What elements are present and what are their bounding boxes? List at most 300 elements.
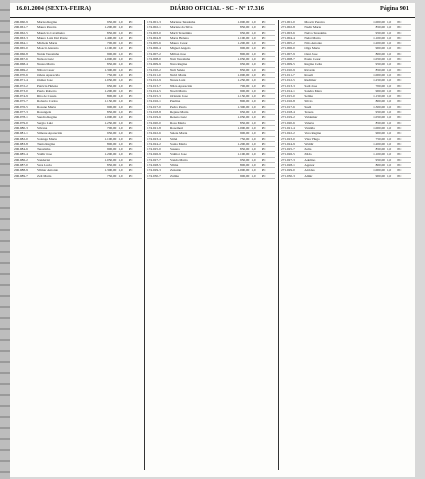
table-cell: 850,00 xyxy=(240,67,250,72)
table-cell: 271.029-0 xyxy=(281,168,295,173)
table-cell: 1,0 xyxy=(386,173,392,178)
table-cell: 1.150,00 xyxy=(104,99,117,104)
table-cell: Sandra Mara xyxy=(304,88,322,93)
table-cell: Vanderlei xyxy=(37,157,51,162)
table-cell: Osmar Jose xyxy=(37,78,53,83)
table-cell: 206.983-8 xyxy=(14,141,28,146)
table-cell: Nadir Maria xyxy=(304,25,322,30)
table-cell: 1,0 xyxy=(386,157,392,162)
table-cell: 1,0 xyxy=(386,94,392,99)
table-cell: 271.012-5 xyxy=(281,78,295,83)
table-cell: 1.300,00 xyxy=(237,104,250,109)
table-cell: PC xyxy=(397,110,402,115)
table-cell: 1,0 xyxy=(118,157,123,162)
column-right xyxy=(281,20,411,470)
table-cell: PC xyxy=(397,131,402,136)
table-cell: PC xyxy=(261,46,266,51)
table-cell: Tereza xyxy=(304,110,314,115)
table-cell: 1.100,00 xyxy=(237,152,250,157)
table-cell: Waldir xyxy=(304,141,314,146)
table-cell: 174.009-9 xyxy=(147,62,161,67)
table-cell: 206.976-5 xyxy=(14,104,28,109)
table-cell: PC xyxy=(128,46,133,51)
page-header xyxy=(10,3,415,18)
table-cell: 271.005-2 xyxy=(281,41,295,46)
column-left xyxy=(14,20,142,470)
table-cell: PC xyxy=(397,136,402,141)
table-cell: 174.023-4 xyxy=(147,136,161,141)
table-cell: PC xyxy=(397,173,402,178)
table-cell: Nair Terezinha xyxy=(170,57,191,62)
table-cell: 174.020-0 xyxy=(147,120,161,125)
table-cell: 271.030-3 xyxy=(281,173,295,178)
table-cell: Vilma xyxy=(170,163,179,168)
table-cell: PC xyxy=(261,35,266,40)
table-cell: 206.962-5 xyxy=(14,30,28,35)
table-cell: 1,0 xyxy=(118,120,123,125)
table-cell: 1,0 xyxy=(118,67,123,72)
table-cell: PC xyxy=(261,20,266,24)
table-cell: 1,0 xyxy=(386,104,392,109)
table-cell: PC xyxy=(128,173,133,178)
table-cell: PC xyxy=(128,157,133,162)
table-cell: 206.961-7 xyxy=(14,25,28,30)
table-cell: 1.250,00 xyxy=(237,78,250,83)
table-cell: 271.016-8 xyxy=(281,99,295,104)
table-cell: 206.977-3 xyxy=(14,110,28,115)
table-cell: Adelino xyxy=(304,157,316,162)
table-cell: Vanda Maria xyxy=(170,157,188,162)
column-divider xyxy=(144,20,145,470)
table-cell: PC xyxy=(128,136,133,141)
table-cell: Valmor Jose xyxy=(170,152,187,157)
table-cell: Paulina xyxy=(170,99,181,104)
table-cell: 174.017-0 xyxy=(147,104,161,109)
table-cell: PC xyxy=(261,51,266,56)
table-cell: 1,0 xyxy=(251,168,256,173)
table-cell: 206.985-4 xyxy=(14,152,28,157)
table-cell: 271.003-6 xyxy=(281,30,295,35)
table-cell: PC xyxy=(128,62,133,67)
table-cell: 1.100,00 xyxy=(373,35,385,40)
table-cell: PC xyxy=(261,115,266,120)
table-cell: 950,00 xyxy=(107,131,117,136)
table-cell: Nelsi Maria xyxy=(304,35,321,40)
table-cell: 1,0 xyxy=(386,25,392,30)
table-cell: PC xyxy=(261,30,266,35)
table-cell: 1,0 xyxy=(386,110,392,115)
table-cell: Simone Aparecida xyxy=(37,131,62,136)
table-cell: PC xyxy=(397,168,402,173)
document-page xyxy=(10,3,415,477)
table-cell: 850,00 xyxy=(375,120,385,125)
table-cell: 1,0 xyxy=(386,30,392,35)
table-cell: 1,0 xyxy=(251,136,256,141)
table-cell: 174.016-1 xyxy=(147,99,161,104)
table-cell: PC xyxy=(261,83,266,88)
table-cell: PC xyxy=(128,110,133,115)
table-cell: PC xyxy=(128,94,133,99)
table-cell: Roseli xyxy=(304,72,314,77)
table-cell: PC xyxy=(397,67,402,72)
table-cell: PC xyxy=(261,104,266,109)
table-cell: 206.968-4 xyxy=(14,62,28,67)
table-cell: 271.007-9 xyxy=(281,51,295,56)
table-cell: 950,00 xyxy=(107,20,117,24)
table-cell: PC xyxy=(261,152,266,157)
table-cell: 1,0 xyxy=(251,173,256,178)
table-cell: Marlene Teresinha xyxy=(170,20,196,24)
table-cell: 174.021-8 xyxy=(147,125,161,130)
table-cell: PC xyxy=(128,104,133,109)
table-cell: 1.200,00 xyxy=(373,41,385,46)
table-cell: 206.967-6 xyxy=(14,57,28,62)
header-page-number: Página 901 xyxy=(379,5,409,12)
table-cell: PC xyxy=(261,72,266,77)
table-cell: PC xyxy=(261,88,266,93)
table-cell: 174.029-3 xyxy=(147,168,161,173)
table-cell: 1,0 xyxy=(251,88,256,93)
table-cell: 1,0 xyxy=(251,57,256,62)
table-cell: PC xyxy=(261,99,266,104)
table-cell: 1.300,00 xyxy=(373,104,385,109)
table-cell: PC xyxy=(128,120,133,125)
table-cell: 174.001-3 xyxy=(147,20,161,24)
table-cell: 950,00 xyxy=(240,62,250,67)
table-cell: Sadi Jose xyxy=(304,83,318,88)
table-cell: 750,00 xyxy=(375,136,385,141)
table-cell: 850,00 xyxy=(107,30,117,35)
table-cell: Rosangela xyxy=(37,110,52,115)
table-cell: 850,00 xyxy=(107,110,117,115)
table-cell: PC xyxy=(397,94,402,99)
table-cell: 1,0 xyxy=(118,46,123,51)
table-cell: 1,0 xyxy=(118,35,123,40)
table-cell: 900,00 xyxy=(375,46,385,51)
table-cell: Terezinha xyxy=(37,147,51,152)
table-cell: 206.981-1 xyxy=(14,131,28,136)
table-cell: Neli Salete xyxy=(170,67,186,72)
table-cell: 206.960-9 xyxy=(14,20,28,24)
table-cell: PC xyxy=(128,163,133,168)
table-cell: 174.006-4 xyxy=(147,46,161,51)
table-cell: 1,0 xyxy=(251,78,256,83)
table-cell: PC xyxy=(261,163,266,168)
table-cell: 1,0 xyxy=(386,136,392,141)
table-cell: 271.013-3 xyxy=(281,83,295,88)
table-cell: 800,00 xyxy=(240,51,250,56)
table-cell: 206.987-0 xyxy=(14,163,28,168)
table-cell: Vitor Hugo xyxy=(304,136,320,141)
table-cell: 1,0 xyxy=(251,30,256,35)
table-cell: Renato Luiz xyxy=(170,115,187,120)
table-cell: Agenor xyxy=(304,163,315,168)
table-cell: Mauro Luiz Dal Ponte xyxy=(37,35,68,40)
table-cell: 1,0 xyxy=(118,136,123,141)
table-cell: PC xyxy=(261,120,266,125)
page-binding-edge xyxy=(0,0,10,479)
table-cell: 174.003-0 xyxy=(147,30,161,35)
table-cell: Nilza Aparecida xyxy=(170,83,192,88)
table-cell: Olga Maria xyxy=(304,46,320,51)
table-cell: PC xyxy=(261,168,266,173)
table-cell: 1,0 xyxy=(118,83,123,88)
table-cell: 1.000,00 xyxy=(373,168,385,173)
table-cell: PC xyxy=(128,147,133,152)
table-cell: Sandra Regina xyxy=(37,115,57,120)
table-cell: 1.050,00 xyxy=(237,115,250,120)
table-row xyxy=(281,174,411,179)
table-cell: Regina Celia xyxy=(304,62,322,67)
table-cell: Zeli Maria xyxy=(37,173,52,178)
table-cell: 271.018-4 xyxy=(281,110,295,115)
table-cell: Rita de Cassia xyxy=(37,94,57,99)
table-cell: PC xyxy=(397,83,402,88)
table-cell: 1,0 xyxy=(251,35,256,40)
table-cell: PC xyxy=(261,25,266,30)
table-cell: 1.050,00 xyxy=(237,57,250,62)
table-cell: 750,00 xyxy=(107,173,117,178)
table-cell: PC xyxy=(397,147,402,152)
table-cell: 1,0 xyxy=(118,125,123,130)
table-cell: PC xyxy=(397,88,402,93)
table-cell: 850,00 xyxy=(375,25,385,30)
table-cell: PC xyxy=(261,41,266,46)
table-cell: 900,00 xyxy=(375,88,385,93)
table-cell: 1,0 xyxy=(118,88,123,93)
table-cell: 1,0 xyxy=(386,163,392,168)
table-cell: 1,0 xyxy=(118,141,123,146)
table-cell: 206.989-7 xyxy=(14,173,28,178)
table-cell: 206.978-1 xyxy=(14,115,28,120)
table-cell: Vanilda xyxy=(304,125,315,130)
table-cell: 1,0 xyxy=(386,115,392,120)
table-cell: Alcides xyxy=(304,168,315,173)
table-cell: Moacir Pereira xyxy=(304,20,325,24)
table-cell: 1,0 xyxy=(251,51,256,56)
table-cell: Salete Maria xyxy=(170,131,188,136)
table-cell: 950,00 xyxy=(375,157,385,162)
table-cell: 1,0 xyxy=(118,131,123,136)
table-cell: 1.250,00 xyxy=(104,120,117,125)
table-cell: 900,00 xyxy=(107,51,117,56)
table-cell: 1.000,00 xyxy=(104,57,117,62)
table-cell: PC xyxy=(128,51,133,56)
table-cell: 206.966-8 xyxy=(14,51,28,56)
table-cell: Nelci Maria xyxy=(170,72,187,77)
table-cell: Nereu Luiz xyxy=(170,78,186,83)
table-cell: 1,0 xyxy=(386,88,392,93)
table-cell: 206.980-3 xyxy=(14,125,28,130)
table-cell: 1,0 xyxy=(386,141,392,146)
table-cell: PC xyxy=(261,141,266,146)
table-cell: 1.050,00 xyxy=(104,157,117,162)
table-cell: Rejane Maria xyxy=(170,110,189,115)
table-cell: 1,0 xyxy=(118,147,123,152)
table-cell: PC xyxy=(128,83,133,88)
table-cell: Osni Jose xyxy=(304,51,318,56)
table-cell: PC xyxy=(397,20,402,24)
table-cell: Moacir Antonio xyxy=(37,46,59,51)
table-cell: 800,00 xyxy=(375,99,385,104)
table-cell: 1,0 xyxy=(251,115,256,120)
table-cell: 1,0 xyxy=(386,83,392,88)
table-cell: 206.972-2 xyxy=(14,83,28,88)
table-cell: PC xyxy=(128,168,133,173)
table-cell: Vilmar Antonio xyxy=(37,168,59,173)
table-cell: PC xyxy=(397,99,402,104)
table-cell: 1.000,00 xyxy=(237,168,250,173)
table-cell: 800,00 xyxy=(107,141,117,146)
table-cell: PC xyxy=(397,51,402,56)
table-cell: Marli Terezinha xyxy=(170,30,192,35)
table-cell: PC xyxy=(261,78,266,83)
table-cell: PC xyxy=(261,67,266,72)
table-cell: PC xyxy=(397,152,402,157)
table-cell: 1.150,00 xyxy=(237,94,250,99)
table-cell: 1,0 xyxy=(118,168,123,173)
table-cell: Marisa Regina xyxy=(37,20,57,24)
table-cell: Neusa Maria xyxy=(37,62,55,67)
table-cell: Zilda xyxy=(304,152,312,157)
table-cell: 206.974-9 xyxy=(14,94,28,99)
table-cell: Odete Aparecida xyxy=(37,72,60,77)
table-cell: 271.022-2 xyxy=(281,131,295,136)
table-cell: PC xyxy=(261,62,266,67)
table-cell: Vera Lucia xyxy=(37,163,52,168)
table-cell: 800,00 xyxy=(107,94,117,99)
table-cell: Noeli Maria xyxy=(170,88,187,93)
table-cell: Silvana xyxy=(37,125,48,130)
table-cell: 1,0 xyxy=(386,72,392,77)
table-cell: PC xyxy=(128,78,133,83)
table-cell: Tania Regina xyxy=(37,141,55,146)
header-title: DIÁRIO OFICIAL - SC - Nº 17.316 xyxy=(170,5,265,12)
table-cell: 1.000,00 xyxy=(373,125,385,130)
table-cell: 1,0 xyxy=(251,152,256,157)
table-cell: Rudimar xyxy=(304,78,317,83)
table-cell: PC xyxy=(397,57,402,62)
table-cell: Sonia Maria xyxy=(170,141,187,146)
table-cell: 174.015-3 xyxy=(147,94,161,99)
table-cell: 1,0 xyxy=(386,147,392,152)
table-cell: PC xyxy=(261,125,266,130)
table-cell: 900,00 xyxy=(240,131,250,136)
table-cell: 1,0 xyxy=(251,131,256,136)
table-cell: 271.026-5 xyxy=(281,152,295,157)
header-date: 16.01.2004 (SEXTA-FEIRA) xyxy=(16,5,91,12)
table-cell: 206.982-0 xyxy=(14,136,28,141)
table-cell: PC xyxy=(397,120,402,125)
table-cell: 206.975-7 xyxy=(14,99,28,104)
table-cell: Paulo Roberto xyxy=(37,88,57,93)
table-cell: 1,0 xyxy=(251,83,256,88)
table-cell: 700,00 xyxy=(107,125,117,130)
table-cell: PC xyxy=(397,163,402,168)
table-cell: 750,00 xyxy=(107,72,117,77)
table-cell: Silvio xyxy=(304,99,313,104)
table-cell: 1.200,00 xyxy=(104,88,117,93)
table-cell: 174.026-9 xyxy=(147,152,161,157)
table-cell: 1,0 xyxy=(251,104,256,109)
table-cell: 174.004-8 xyxy=(147,35,161,40)
table-cell: 1,0 xyxy=(386,125,392,130)
table-cell: 206.986-2 xyxy=(14,157,28,162)
table-cell: 174.011-0 xyxy=(147,72,161,77)
table-cell: PC xyxy=(128,57,133,62)
table-cell: 1.100,00 xyxy=(237,35,250,40)
table-cell: Rosemeri xyxy=(170,125,184,130)
table-cell: Miguel Angelo xyxy=(170,46,191,51)
table-cell: PC xyxy=(397,25,402,30)
table-cell: 1.000,00 xyxy=(237,125,250,130)
table-cell: PC xyxy=(261,131,266,136)
table-cell: Roberto Carlos xyxy=(37,99,58,104)
table-cell: 1.000,00 xyxy=(104,115,117,120)
column-divider xyxy=(278,20,279,470)
table-cell: PC xyxy=(397,78,402,83)
table-cell: 1.100,00 xyxy=(104,46,117,51)
table-cell: 950,00 xyxy=(375,62,385,67)
table-cell: 1,0 xyxy=(118,20,123,24)
table-cell: Mauro Cesar xyxy=(170,41,188,46)
table-cell: PC xyxy=(128,141,133,146)
table-cell: 271.017-6 xyxy=(281,104,295,109)
table-cell: 1,0 xyxy=(118,104,123,109)
table-cell: PC xyxy=(397,115,402,120)
table-cell: PC xyxy=(261,173,266,178)
table-cell: 271.025-7 xyxy=(281,147,295,152)
table-cell: Valeria xyxy=(304,120,314,125)
table-cell: PC xyxy=(128,67,133,72)
table-cell: 850,00 xyxy=(375,67,385,72)
table-cell: 850,00 xyxy=(107,163,117,168)
table-cell: Maura Pereira xyxy=(37,25,57,30)
table-cell: Solange Maria xyxy=(37,136,57,141)
table-cell: 271.010-9 xyxy=(281,67,295,72)
table-cell: Rosa Maria xyxy=(170,120,186,125)
table-cell: 900,00 xyxy=(107,147,117,152)
table-cell: 1.200,00 xyxy=(373,141,385,146)
table-cell: 1.050,00 xyxy=(373,57,385,62)
table-cell: 1,0 xyxy=(386,152,392,157)
table-cell: 1,0 xyxy=(251,20,256,24)
table-cell: 1.250,00 xyxy=(373,78,385,83)
table-cell: 1,0 xyxy=(251,157,256,162)
table-cell: 1,0 xyxy=(118,115,123,120)
table-cell: PC xyxy=(261,157,266,162)
table-cell: 1,0 xyxy=(118,152,123,157)
table-cell: 174.024-2 xyxy=(147,141,161,146)
table-cell: 850,00 xyxy=(107,62,117,67)
table-cell: 1,0 xyxy=(251,125,256,130)
table-cell: PC xyxy=(128,115,133,120)
table-cell: 1,0 xyxy=(251,25,256,30)
table-cell: 950,00 xyxy=(375,30,385,35)
table-cell: PC xyxy=(261,136,266,141)
table-cell: PC xyxy=(128,41,133,46)
table-cell: 174.027-7 xyxy=(147,157,161,162)
table-cell: 1,0 xyxy=(251,72,256,77)
table-cell: 1,0 xyxy=(251,62,256,67)
table-cell: PC xyxy=(261,94,266,99)
table-cell: 271.014-1 xyxy=(281,88,295,93)
table-cell: 1,0 xyxy=(118,57,123,62)
table-cell: 950,00 xyxy=(375,110,385,115)
table-cell: PC xyxy=(128,30,133,35)
table-cell: 1,0 xyxy=(251,147,256,152)
table-cell: 174.028-5 xyxy=(147,163,161,168)
